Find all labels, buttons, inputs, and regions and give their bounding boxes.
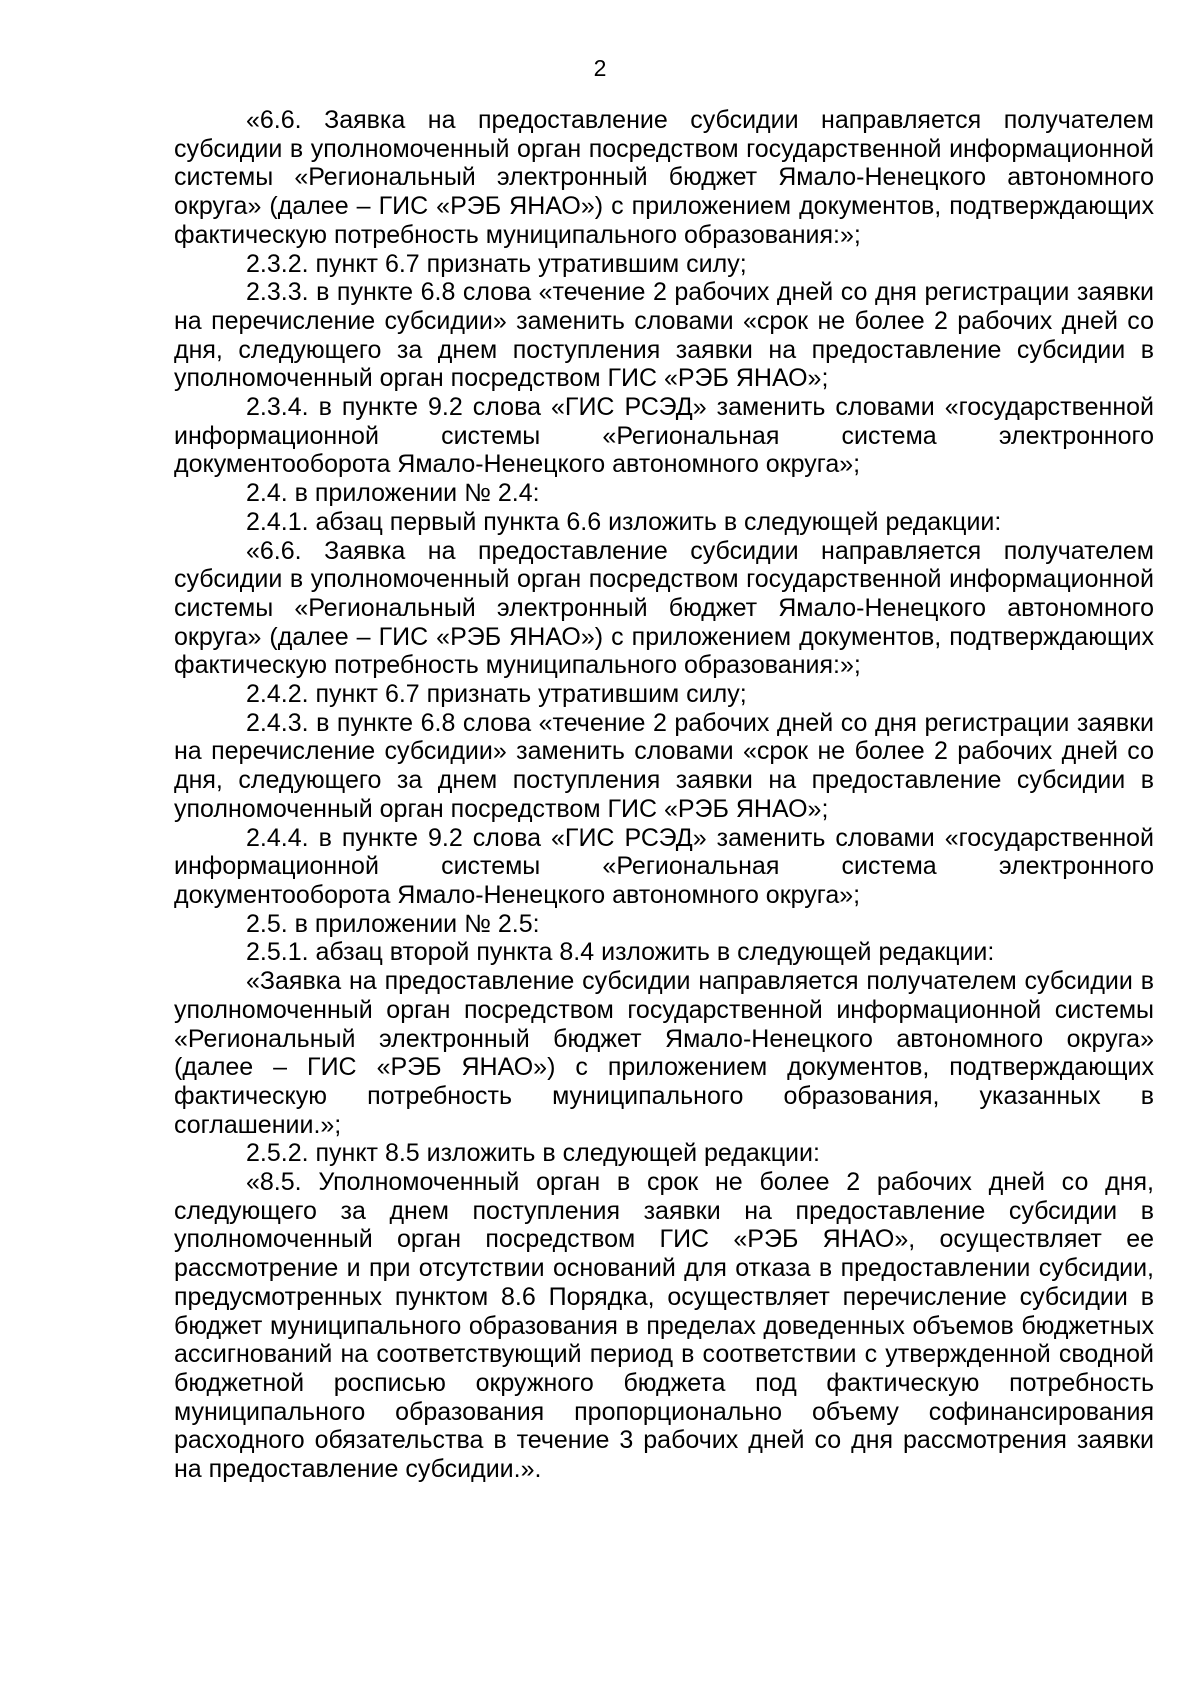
paragraph-2-5-1: 2.5.1. абзац второй пункта 8.4 изложить в следующей редакции: (246, 938, 995, 967)
paragraph-quoted-6-6: «6.6. Заявка на предоставление субсидии направляется получателем субсидии в уполномоченный орган посредством государственной информационной системы «Региональный электронный бюджет Ямало-Ненецкого автономного округа» (далее – ГИС «РЭБ ЯНАО») с приложением документов, подтверждающих фактическую потребность муниципального образования:»; (174, 106, 1154, 249)
paragraph-2-3-3: 2.3.3. в пункте 6.8 слова «течение 2 рабочих дней со дня регистрации заявки на перечисление субсидии» заменить словами «срок не более 2 рабочих дней со дня, следующего за днем поступления заявки на предоставление субсидии в уполномоченный орган посредством ГИС «РЭБ ЯНАО»; (174, 278, 1154, 393)
paragraph-quoted-application: «Заявка на предоставление субсидии направляется получателем субсидии в уполномоченный орган посредством государственной информационной системы «Региональный электронный бюджет Ямало-Ненецкого автономного округа» (далее – ГИС «РЭБ ЯНАО») с приложением документов, подтверждающих фактическую потребность муниципального образования, указанных в соглашении.»; (174, 967, 1154, 1139)
paragraph-2-4-3: 2.4.3. в пункте 6.8 слова «течение 2 рабочих дней со дня регистрации заявки на перечисление субсидии» заменить словами «срок не более 2 рабочих дней со дня, следующего за днем поступления заявки на предоставление субсидии в уполномоченный орган посредством ГИС «РЭБ ЯНАО»; (174, 708, 1154, 823)
paragraph-2-4: 2.4. в приложении № 2.4: (246, 479, 540, 508)
document-body (174, 106, 1154, 1484)
page-number: 2 (593, 55, 607, 81)
paragraph-quoted-8-5: «8.5. Уполномоченный орган в срок не более 2 рабочих дней со дня, следующего за днем поступления заявки на предоставление субсидии в уполномоченный орган посредством ГИС «РЭБ ЯНАО», осуществляет ее рассмотрение и при отсутствии оснований для отказа в предоставлении субсидии, предусмотренных пунктом 8.6 Порядка, осуществляет перечисление субсидии в бюджет муниципального образования в пределах доведенных объемов бюджетных ассигнований на соответствующий период в соответствии с утвержденной сводной бюджетной росписью окружного бюджета под фактическую потребность муниципального образования пропорционально объему софинансирования расходного обязательства в течение 3 рабочих дней со дня рассмотрения заявки на предоставление субсидии.». (174, 1168, 1154, 1484)
paragraph-2-4-1: 2.4.1. абзац первый пункта 6.6 изложить в следующей редакции: (246, 507, 1002, 536)
paragraph-2-4-4: 2.4.4. в пункте 9.2 слова «ГИС РСЭД» заменить словами «государственной информационной системы «Региональная система электронного документооборота Ямало-Ненецкого автономного округа»; (174, 823, 1154, 909)
paragraph-2-5-2: 2.5.2. пункт 8.5 изложить в следующей редакции: (246, 1139, 820, 1168)
paragraph-2-5: 2.5. в приложении № 2.5: (246, 909, 540, 938)
paragraph-2-3-2: 2.3.2. пункт 6.7 признать утратившим силу; (246, 249, 747, 278)
paragraph-2-3-4: 2.3.4. в пункте 9.2 слова «ГИС РСЭД» заменить словами «государственной информационной системы «Региональная система электронного документооборота Ямало-Ненецкого автономного округа»; (174, 393, 1154, 479)
paragraph-2-4-2: 2.4.2. пункт 6.7 признать утратившим силу; (246, 680, 747, 709)
paragraph-quoted-6-6-second: «6.6. Заявка на предоставление субсидии направляется получателем субсидии в уполномоченный орган посредством государственной информационной системы «Региональный электронный бюджет Ямало-Ненецкого автономного округа» (далее – ГИС «РЭБ ЯНАО») с приложением документов, подтверждающих фактическую потребность муниципального образования:»; (174, 536, 1154, 680)
